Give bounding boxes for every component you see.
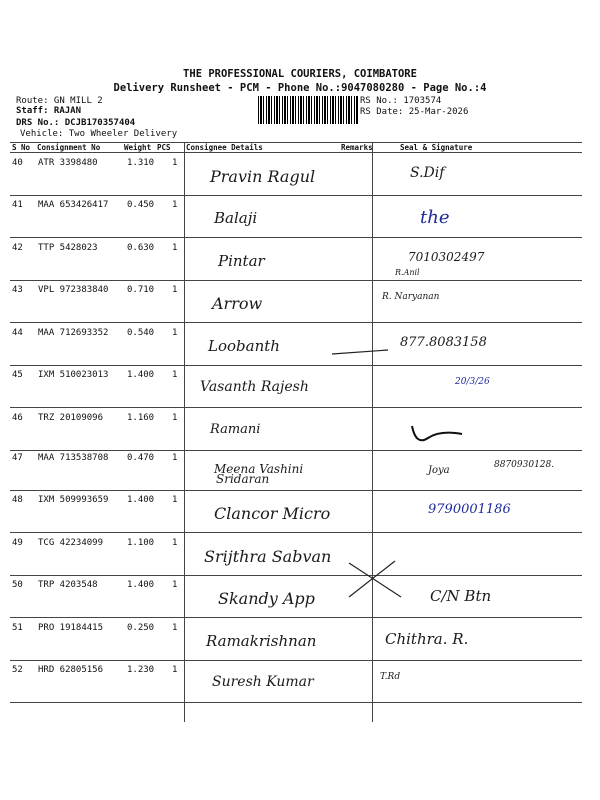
table-row-consignee: Meena Vashini [214, 462, 304, 476]
table-row-consignee: Ramakrishnan [206, 632, 317, 650]
col-pcs: PCS [157, 143, 171, 152]
table-row-consignment: ATR 3398480 [38, 158, 98, 168]
row-divider [10, 450, 582, 451]
column-divider [372, 142, 373, 722]
table-row-sno: 48 [12, 495, 23, 505]
table-row-weight: 1.100 [127, 538, 155, 548]
table-row-pcs: 1 [172, 538, 178, 548]
table-row-seal: 20/3/26 [455, 377, 490, 387]
table-row-pcs: 1 [172, 200, 178, 210]
vehicle: Vehicle: Two Wheeler Delivery [20, 129, 178, 139]
table-row-consignee: Ramani [210, 422, 261, 437]
table-row-consignment: HRD 62805156 [38, 665, 104, 675]
table-row-seal: Chithra. R. [385, 630, 469, 648]
row-divider [10, 237, 582, 238]
table-row-sno: 49 [12, 538, 23, 548]
table-row-pcs: 1 [172, 495, 178, 505]
table-row-seal: the [420, 207, 450, 228]
row-divider [10, 617, 582, 618]
table-row-weight: 1.230 [127, 665, 155, 675]
table-row-sno: 41 [12, 200, 23, 210]
table-row-weight: 0.450 [127, 200, 155, 210]
table-row-pcs: 1 [172, 413, 178, 423]
row-divider [10, 280, 582, 281]
column-divider [184, 142, 185, 722]
table-row-pcs: 1 [172, 665, 178, 675]
table-row-sno: 51 [12, 623, 23, 633]
col-weight: Weight [124, 143, 152, 152]
barcode [258, 96, 358, 124]
table-row-weight: 1.160 [127, 413, 155, 423]
drs-no: DRS No.: DCJB170357404 [16, 118, 136, 128]
row42-note: R.Anil [395, 268, 420, 277]
table-row-consignment: TTP 5428023 [38, 243, 98, 253]
scribble-line [330, 340, 390, 360]
table-row-consignment: TCG 42234099 [38, 538, 104, 548]
table-row-seal: 8870930128. [494, 460, 555, 470]
table-row-consignment: TRZ 20109096 [38, 413, 104, 423]
rs-no: RS No.: 1703574 [360, 96, 442, 106]
col-sno: S No [12, 143, 31, 152]
table-row-consignee: Srijthra Sabvan [204, 547, 332, 566]
table-row-consignee: Pintar [218, 252, 265, 270]
table-row-weight: 0.540 [127, 328, 155, 338]
row-divider [10, 702, 582, 703]
table-row-weight: 0.710 [127, 285, 155, 295]
table-row-consignee: Loobanth [208, 337, 280, 355]
scribble-cross [345, 555, 405, 605]
table-row-pcs: 1 [172, 580, 178, 590]
table-row-seal: C/N Btn [430, 587, 492, 605]
rs-date: RS Date: 25-Mar-2026 [360, 107, 469, 117]
table-row-consignment: PRO 19184415 [38, 623, 104, 633]
table-row-seal: S.Dif [410, 165, 445, 181]
row-divider [10, 322, 582, 323]
table-row-weight: 0.250 [127, 623, 155, 633]
table-row-pcs: 1 [172, 285, 178, 295]
table-row-weight: 0.630 [127, 243, 155, 253]
table-row-sno: 44 [12, 328, 23, 338]
table-row-sno: 43 [12, 285, 23, 295]
table-row-consignment: MAA 653426417 [38, 200, 109, 210]
row-divider [10, 660, 582, 661]
table-row-consignee: Suresh Kumar [212, 674, 314, 690]
table-row-seal: T.Rd [380, 672, 401, 682]
table-row-weight: 1.400 [127, 495, 155, 505]
staff: Staff: RAJAN [16, 106, 82, 116]
table-row-consignment: IXM 509993659 [38, 495, 109, 505]
table-row-consignee: Vasanth Rajesh [200, 379, 309, 395]
table-row-seal: 877.8083158 [400, 335, 487, 350]
table-row-pcs: 1 [172, 158, 178, 168]
table-row-weight: 0.470 [127, 453, 155, 463]
table-row-weight: 1.400 [127, 580, 155, 590]
company-name: THE PROFESSIONAL COURIERS, COIMBATORE [183, 68, 417, 80]
col-consignment: Consignment No [37, 143, 101, 152]
col-remarks: Remarks [341, 143, 373, 152]
table-row-seal: R. Naryanan [382, 292, 440, 302]
row-divider [10, 365, 582, 366]
table-row-sno: 40 [12, 158, 23, 168]
row-divider [10, 575, 582, 576]
table-row-consignment: VPL 972383840 [38, 285, 109, 295]
table-row-weight: 1.400 [127, 370, 155, 380]
table-row-weight: 1.310 [127, 158, 155, 168]
table-row-pcs: 1 [172, 453, 178, 463]
table-row-sno: 47 [12, 453, 23, 463]
table-row-sno: 52 [12, 665, 23, 675]
row-divider [10, 532, 582, 533]
row47-sig: Joya [428, 465, 450, 476]
table-row-sno: 45 [12, 370, 23, 380]
col-consignee: Consignee Details [186, 143, 263, 152]
table-row-consignment: MAA 712693352 [38, 328, 109, 338]
table-row-pcs: 1 [172, 328, 178, 338]
table-row-consignment: IXM 510023013 [38, 370, 109, 380]
table-row-pcs: 1 [172, 370, 178, 380]
table-row-seal: 9790001186 [428, 502, 511, 517]
table-row-pcs: 1 [172, 243, 178, 253]
table-row-pcs: 1 [172, 623, 178, 633]
table-row-consignee: Clancor Micro [214, 504, 331, 523]
row-divider [10, 490, 582, 491]
route: Route: GN MILL 2 [16, 96, 103, 106]
table-row-consignment: MAA 713538708 [38, 453, 109, 463]
col-seal: Seal & Signature [400, 143, 473, 152]
table-row-seal: 7010302497 [408, 250, 485, 264]
table-row-consignee: Arrow [212, 294, 263, 313]
table-row-consignment: TRP 4203548 [38, 580, 98, 590]
row-divider [10, 407, 582, 408]
row47-extra: Sridaran [216, 472, 270, 486]
table-row-consignee: Skandy App [218, 589, 315, 608]
table-row-consignee: Pravin Ragul [210, 167, 316, 186]
row-divider [10, 195, 582, 196]
header-bottom-border [10, 152, 582, 153]
runsheet-title: Delivery Runsheet - PCM - Phone No.:9047080280 - Page No.:4 [113, 82, 487, 94]
table-row-sno: 46 [12, 413, 23, 423]
table-row-sno: 42 [12, 243, 23, 253]
table-row-consignee: Balaji [214, 209, 258, 227]
scribble-check [410, 420, 470, 450]
table-row-sno: 50 [12, 580, 23, 590]
